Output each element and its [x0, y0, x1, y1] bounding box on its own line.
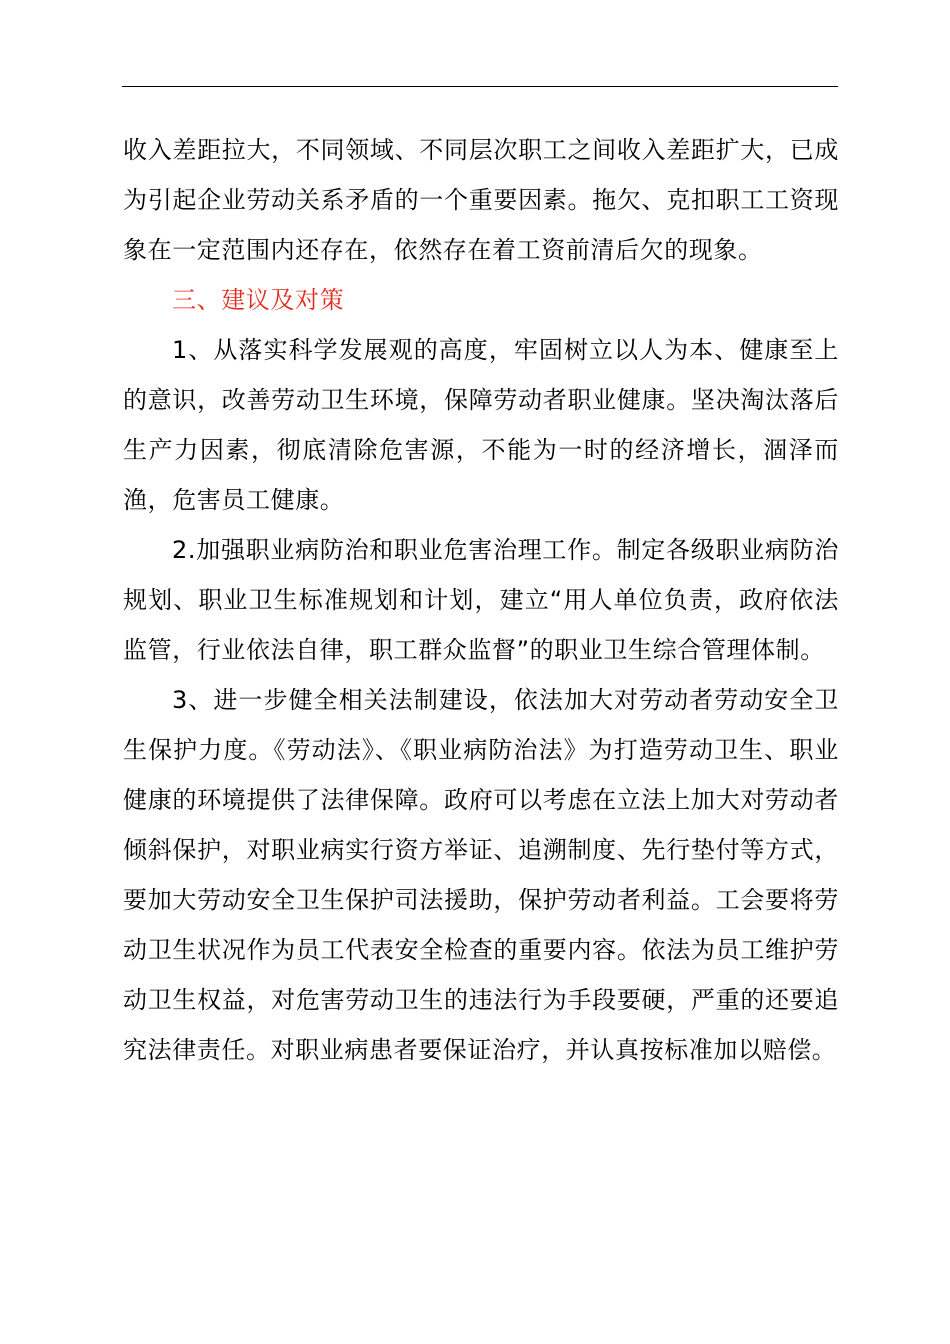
header-rule	[122, 86, 838, 87]
paragraph-1: 1、从落实科学发展观的高度，牢固树立以人为本、健康至上的意识，改善劳动卫生环境，保障劳动者职业健康。坚决淘汰落后生产力因素，彻底清除危害源，不能为一时的经济增长，涸泽而渔，危害员工健康。	[123, 336, 839, 514]
paragraph-3: 3、进一步健全相关法制建设，依法加大对劳动者劳动安全卫生保护力度。《劳动法》、《职业病防治法》为打造劳动卫生、职业健康的环境提供了法律保障。政府可以考虑在立法上加大对劳动者倾斜保护，对职业病实行资方举证、追溯制度、先行垫付等方式，要加大劳动安全卫生保护司法援助，保护劳动者利益。工会要将劳动卫生状况作为员工代表安全检查的重要内容。依法为员工维护劳动卫生权益，对危害劳动卫生的违法行为手段要硬，严重的还要追究法律责任。对职业病患者要保证治疗，并认真按标准加以赔偿。	[123, 686, 839, 1064]
paragraph-continuation: 收入差距拉大，不同领域、不同层次职工之间收入差距扩大，已成为引起企业劳动关系矛盾的一个重要因素。拖欠、克扣职工工资现象在一定范围内还存在，依然存在着工资前清后欠的现象。	[123, 136, 839, 264]
document-body	[123, 125, 839, 1075]
paragraph-2: 2.加强职业病防治和职业危害治理工作。制定各级职业病防治规划、职业卫生标准规划和计划，建立“用人单位负责，政府依法监管，行业依法自律，职工群众监督”的职业卫生综合管理体制。	[123, 536, 839, 664]
section-heading: 三、建议及对策	[172, 286, 345, 314]
